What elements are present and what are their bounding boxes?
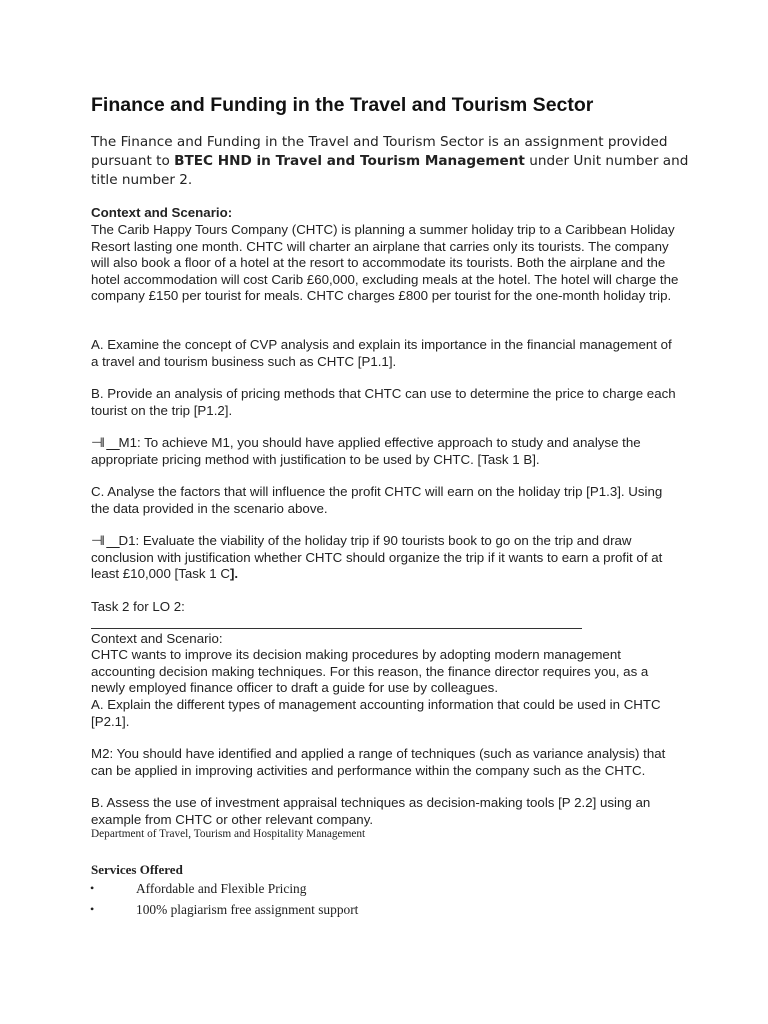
task2-item-b: B. Assess the use of investment appraisal techniques as decision-making tools [P 2.2] using an example from CHTC or other relevant company. — [91, 795, 651, 827]
d1-text-end: ]. — [229, 566, 239, 582]
task1-item-b: B. Provide an analysis of pricing methods that CHTC can use to determine the price to charge each tourist on the trip [P1.2]. — [91, 386, 676, 418]
task1-item-a: A. Examine the concept of CVP analysis and explain its importance in the financial management of a travel and tourism business such as CHTC [P1.1]. — [91, 337, 672, 369]
d1-text: D1: Evaluate the viability of the holiday trip if 90 tourists book to go on the trip and draw conclusion with justification whether CHTC should organize the trip if it wants to earn a profit of at least £10,000 [Task 1 C — [91, 533, 663, 582]
department-line: Department of Travel, Tourism and Hospitality Management — [91, 828, 366, 840]
m1-marker: ⊣l ⎽ — [91, 435, 119, 450]
task1-context-heading: Context and Scenario: — [91, 205, 233, 220]
task1-d1 — [91, 533, 681, 583]
service-label: Affordable and Flexible Pricing — [136, 881, 307, 896]
task2-label: Task 2 for LO 2: — [91, 599, 185, 614]
task2-scenario: CHTC wants to improve its decision making procedures by adopting modern management accounting decision making techniques. For this reason, the finance director requires you, as a newly employed finance officer to draft a guide for use by colleagues. — [91, 647, 649, 696]
divider-line — [91, 628, 582, 629]
intro-text-2: under Unit number and title number 2. — [91, 153, 689, 188]
service-label: 100% plagiarism free assignment support — [136, 902, 359, 917]
task2-context-heading: Context and Scenario: — [91, 631, 223, 646]
document-title: Finance and Funding in the Travel and Tourism Sector — [91, 94, 594, 116]
task2-m2: M2: You should have identified and applied a range of techniques (such as variance analysis) that can be applied in improving activities and performance within the company such as the CHTC. — [91, 746, 666, 778]
task1-item-c: C. Analyse the factors that will influence the profit CHTC will earn on the holiday trip [P1.3]. Using the data provided in the scenario above. — [91, 484, 663, 516]
intro-text-1: The Finance and Funding in the Travel and Tourism Sector is an assignment provided pursuant to — [91, 134, 668, 169]
d1-marker: ⊣l ⎽ — [91, 533, 119, 548]
intro-paragraph — [91, 133, 691, 190]
bullet-icon: • — [90, 881, 95, 895]
intro-bold-qualification: BTEC HND in Travel and Tourism Management — [174, 153, 525, 169]
services-title: Services Offered — [91, 862, 183, 877]
task2-item-a: A. Explain the different types of management accounting information that could be used in CHTC [P2.1]. — [91, 697, 661, 729]
task1-m1 — [91, 435, 681, 468]
m1-text: M1: To achieve M1, you should have applied effective approach to study and analyse the appropriate pricing method with justification to be used by CHTC. [Task 1 B]. — [91, 435, 641, 467]
task1-scenario: The Carib Happy Tours Company (CHTC) is planning a summer holiday trip to a Caribbean Holiday Resort lasting one month. CHTC will charter an airplane that carries only its tourists. The company will also book a floor of a hotel at the resort to accommodate its tourists. Both the airplane and the hotel accommodation will cost Carib £60,000, excluding meals at the hotel. The hotel will charge the company £150 per tourist for meals. CHTC charges £800 per tourist for the one-month holiday trip. — [91, 222, 679, 304]
bullet-icon: • — [90, 902, 95, 916]
